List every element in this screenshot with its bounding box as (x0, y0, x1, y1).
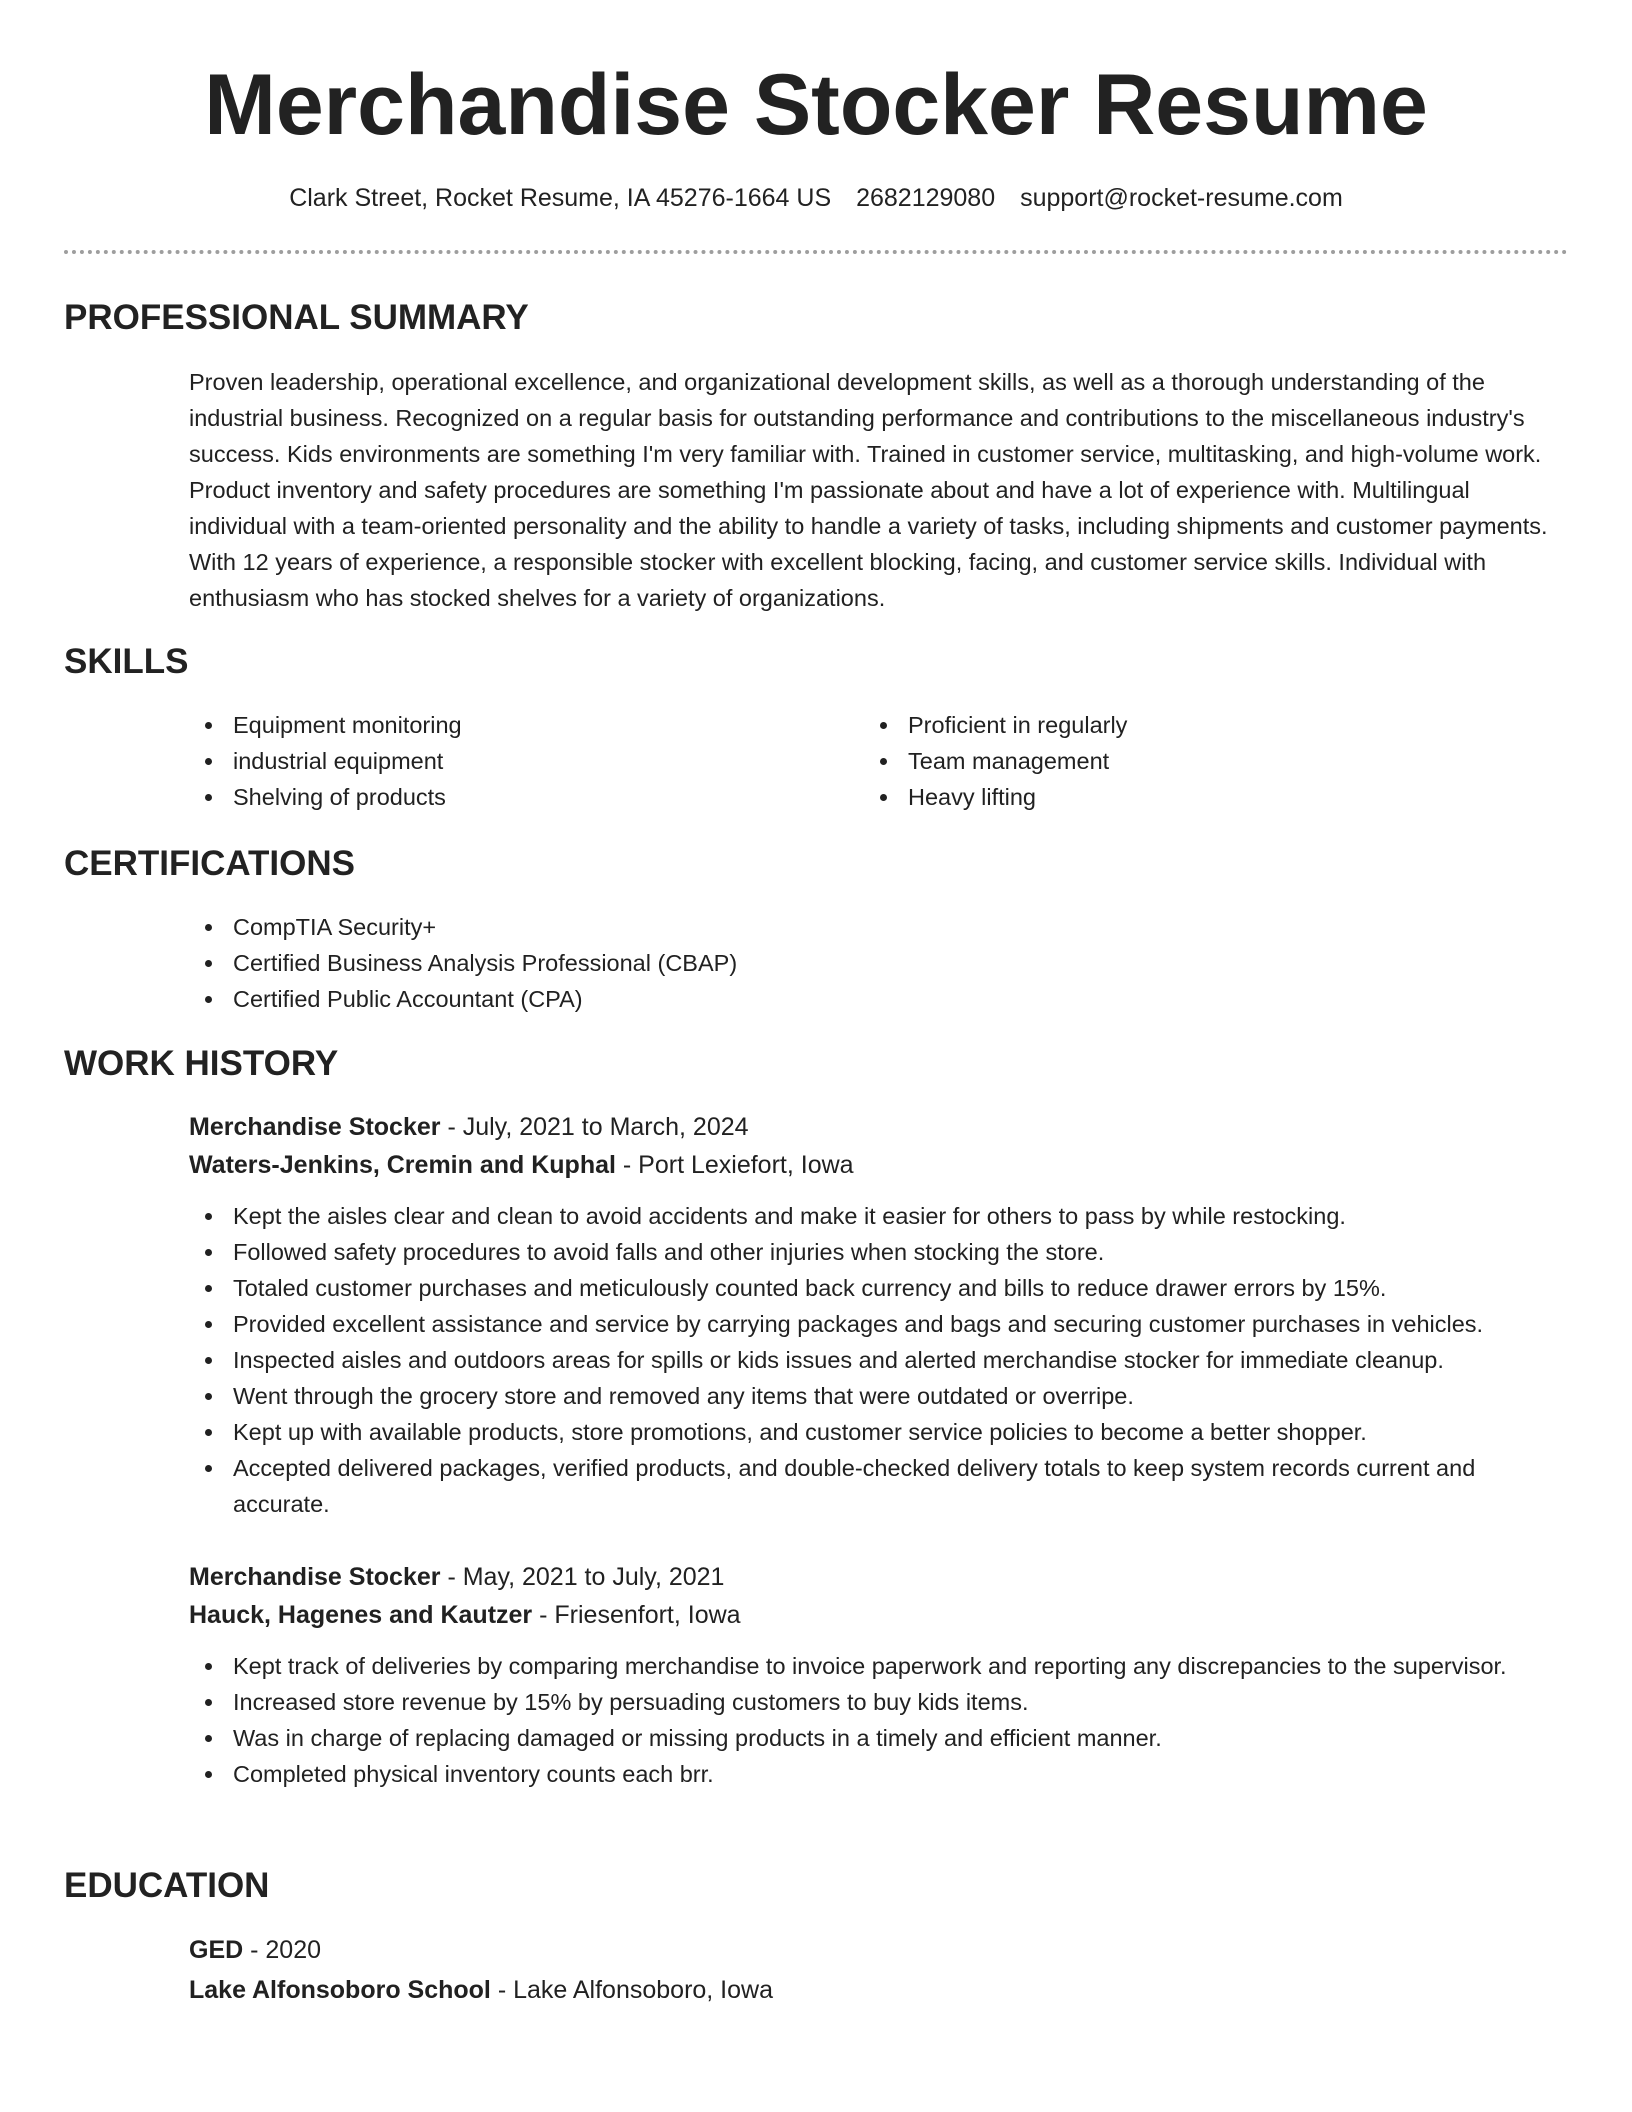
job-entry (189, 1108, 1569, 1522)
education-degree: GED (189, 1936, 244, 1964)
job-bullet: Accepted delivered packages, verified products, and double-checked delivery totals to keep system records current and accurate. (189, 1450, 1569, 1522)
certifications-section (189, 909, 1569, 1017)
job-entry (189, 1558, 1569, 1792)
job-role: Merchandise Stocker (189, 1563, 441, 1591)
education-heading: EDUCATION (64, 1866, 270, 1905)
skill-item: Team management (864, 743, 1504, 779)
job-company: Hauck, Hagenes and Kautzer (189, 1601, 533, 1629)
skill-item: industrial equipment (189, 743, 829, 779)
summary-text: Proven leadership, operational excellence, and organizational development skills, as well as a thorough understanding of the industrial business. Recognized on a regular basis for outstanding performance and contributions to the miscellaneous industry's success. Kids environments are something I'm very familiar with. Trained in customer service, multitasking, and high-volume work. Product inventory and safety procedures are something I'm passionate about and have a lot of experience with. Multilingual individual with a team-oriented personality and the ability to handle a variety of tasks, including shipments and customer payments. With 12 years of experience, a responsible stocker with excellent blocking, facing, and customer service skills. Individual with enthusiasm who has stocked shelves for a variety of organizations. (189, 369, 1548, 611)
job-location: - Friesenfort, Iowa (532, 1601, 741, 1629)
resume-title: Merchandise Stocker Resume (204, 57, 1428, 153)
contact-email: support@rocket-resume.com (1020, 184, 1343, 212)
skills-heading: SKILLS (64, 642, 189, 681)
job-bullet: Kept track of deliveries by comparing merchandise to invoice paperwork and reporting any discrepancies to the supervisor. (189, 1648, 1569, 1684)
job-company-line (189, 1596, 1569, 1634)
header-divider (64, 250, 1568, 254)
job-dates: - May, 2021 to July, 2021 (440, 1563, 725, 1591)
job-bullet: Kept up with available products, store promotions, and customer service policies to become a better shopper. (189, 1414, 1569, 1450)
education-school: Lake Alfonsoboro School (189, 1976, 491, 2004)
certification-item: Certified Public Accountant (CPA) (189, 981, 1569, 1017)
education-degree-line (189, 1930, 1569, 1970)
education-location: - Lake Alfonsoboro, Iowa (490, 1976, 773, 2004)
job-location: - Port Lexiefort, Iowa (615, 1151, 854, 1179)
job-company-line (189, 1146, 1569, 1184)
contact-address: Clark Street, Rocket Resume, IA 45276-1664 US (289, 184, 832, 212)
job-bullet: Totaled customer purchases and meticulously counted back currency and bills to reduce drawer errors by 15%. (189, 1270, 1569, 1306)
skill-item: Shelving of products (189, 779, 829, 815)
work-history-heading: WORK HISTORY (64, 1044, 339, 1083)
contact-info (0, 180, 1632, 216)
job-bullet: Kept the aisles clear and clean to avoid accidents and make it easier for others to pass by while restocking. (189, 1198, 1569, 1234)
job-bullet: Completed physical inventory counts each brr. (189, 1756, 1569, 1792)
job-company: Waters-Jenkins, Cremin and Kuphal (189, 1151, 616, 1179)
certification-item: Certified Business Analysis Professional (CBAP) (189, 945, 1569, 981)
skill-item: Proficient in regularly (864, 707, 1504, 743)
education-year: - 2020 (243, 1936, 322, 1964)
job-bullet: Went through the grocery store and removed any items that were outdated or overripe. (189, 1378, 1569, 1414)
job-role: Merchandise Stocker (189, 1113, 441, 1141)
skills-left-column (189, 707, 829, 815)
job-bullet: Followed safety procedures to avoid falls and other injuries when stocking the store. (189, 1234, 1569, 1270)
skills-right-column (864, 707, 1504, 815)
education-school-line (189, 1970, 1569, 2010)
job-dates: - July, 2021 to March, 2024 (440, 1113, 749, 1141)
job-title-line (189, 1558, 1569, 1596)
job-title-line (189, 1108, 1569, 1146)
job-bullet: Inspected aisles and outdoors areas for spills or kids issues and alerted merchandise stocker for immediate cleanup. (189, 1342, 1569, 1378)
job-bullet: Increased store revenue by 15% by persuading customers to buy kids items. (189, 1684, 1569, 1720)
summary-heading: PROFESSIONAL SUMMARY (64, 298, 529, 337)
skill-item: Heavy lifting (864, 779, 1504, 815)
job-bullet: Was in charge of replacing damaged or missing products in a timely and efficient manner. (189, 1720, 1569, 1756)
education-section (189, 1930, 1569, 2010)
job-bullet: Provided excellent assistance and service by carrying packages and bags and securing customer purchases in vehicles. (189, 1306, 1569, 1342)
certification-item: CompTIA Security+ (189, 909, 1569, 945)
skill-item: Equipment monitoring (189, 707, 829, 743)
summary-section (189, 364, 1569, 616)
certifications-heading: CERTIFICATIONS (64, 844, 356, 883)
contact-phone: 2682129080 (856, 184, 996, 212)
